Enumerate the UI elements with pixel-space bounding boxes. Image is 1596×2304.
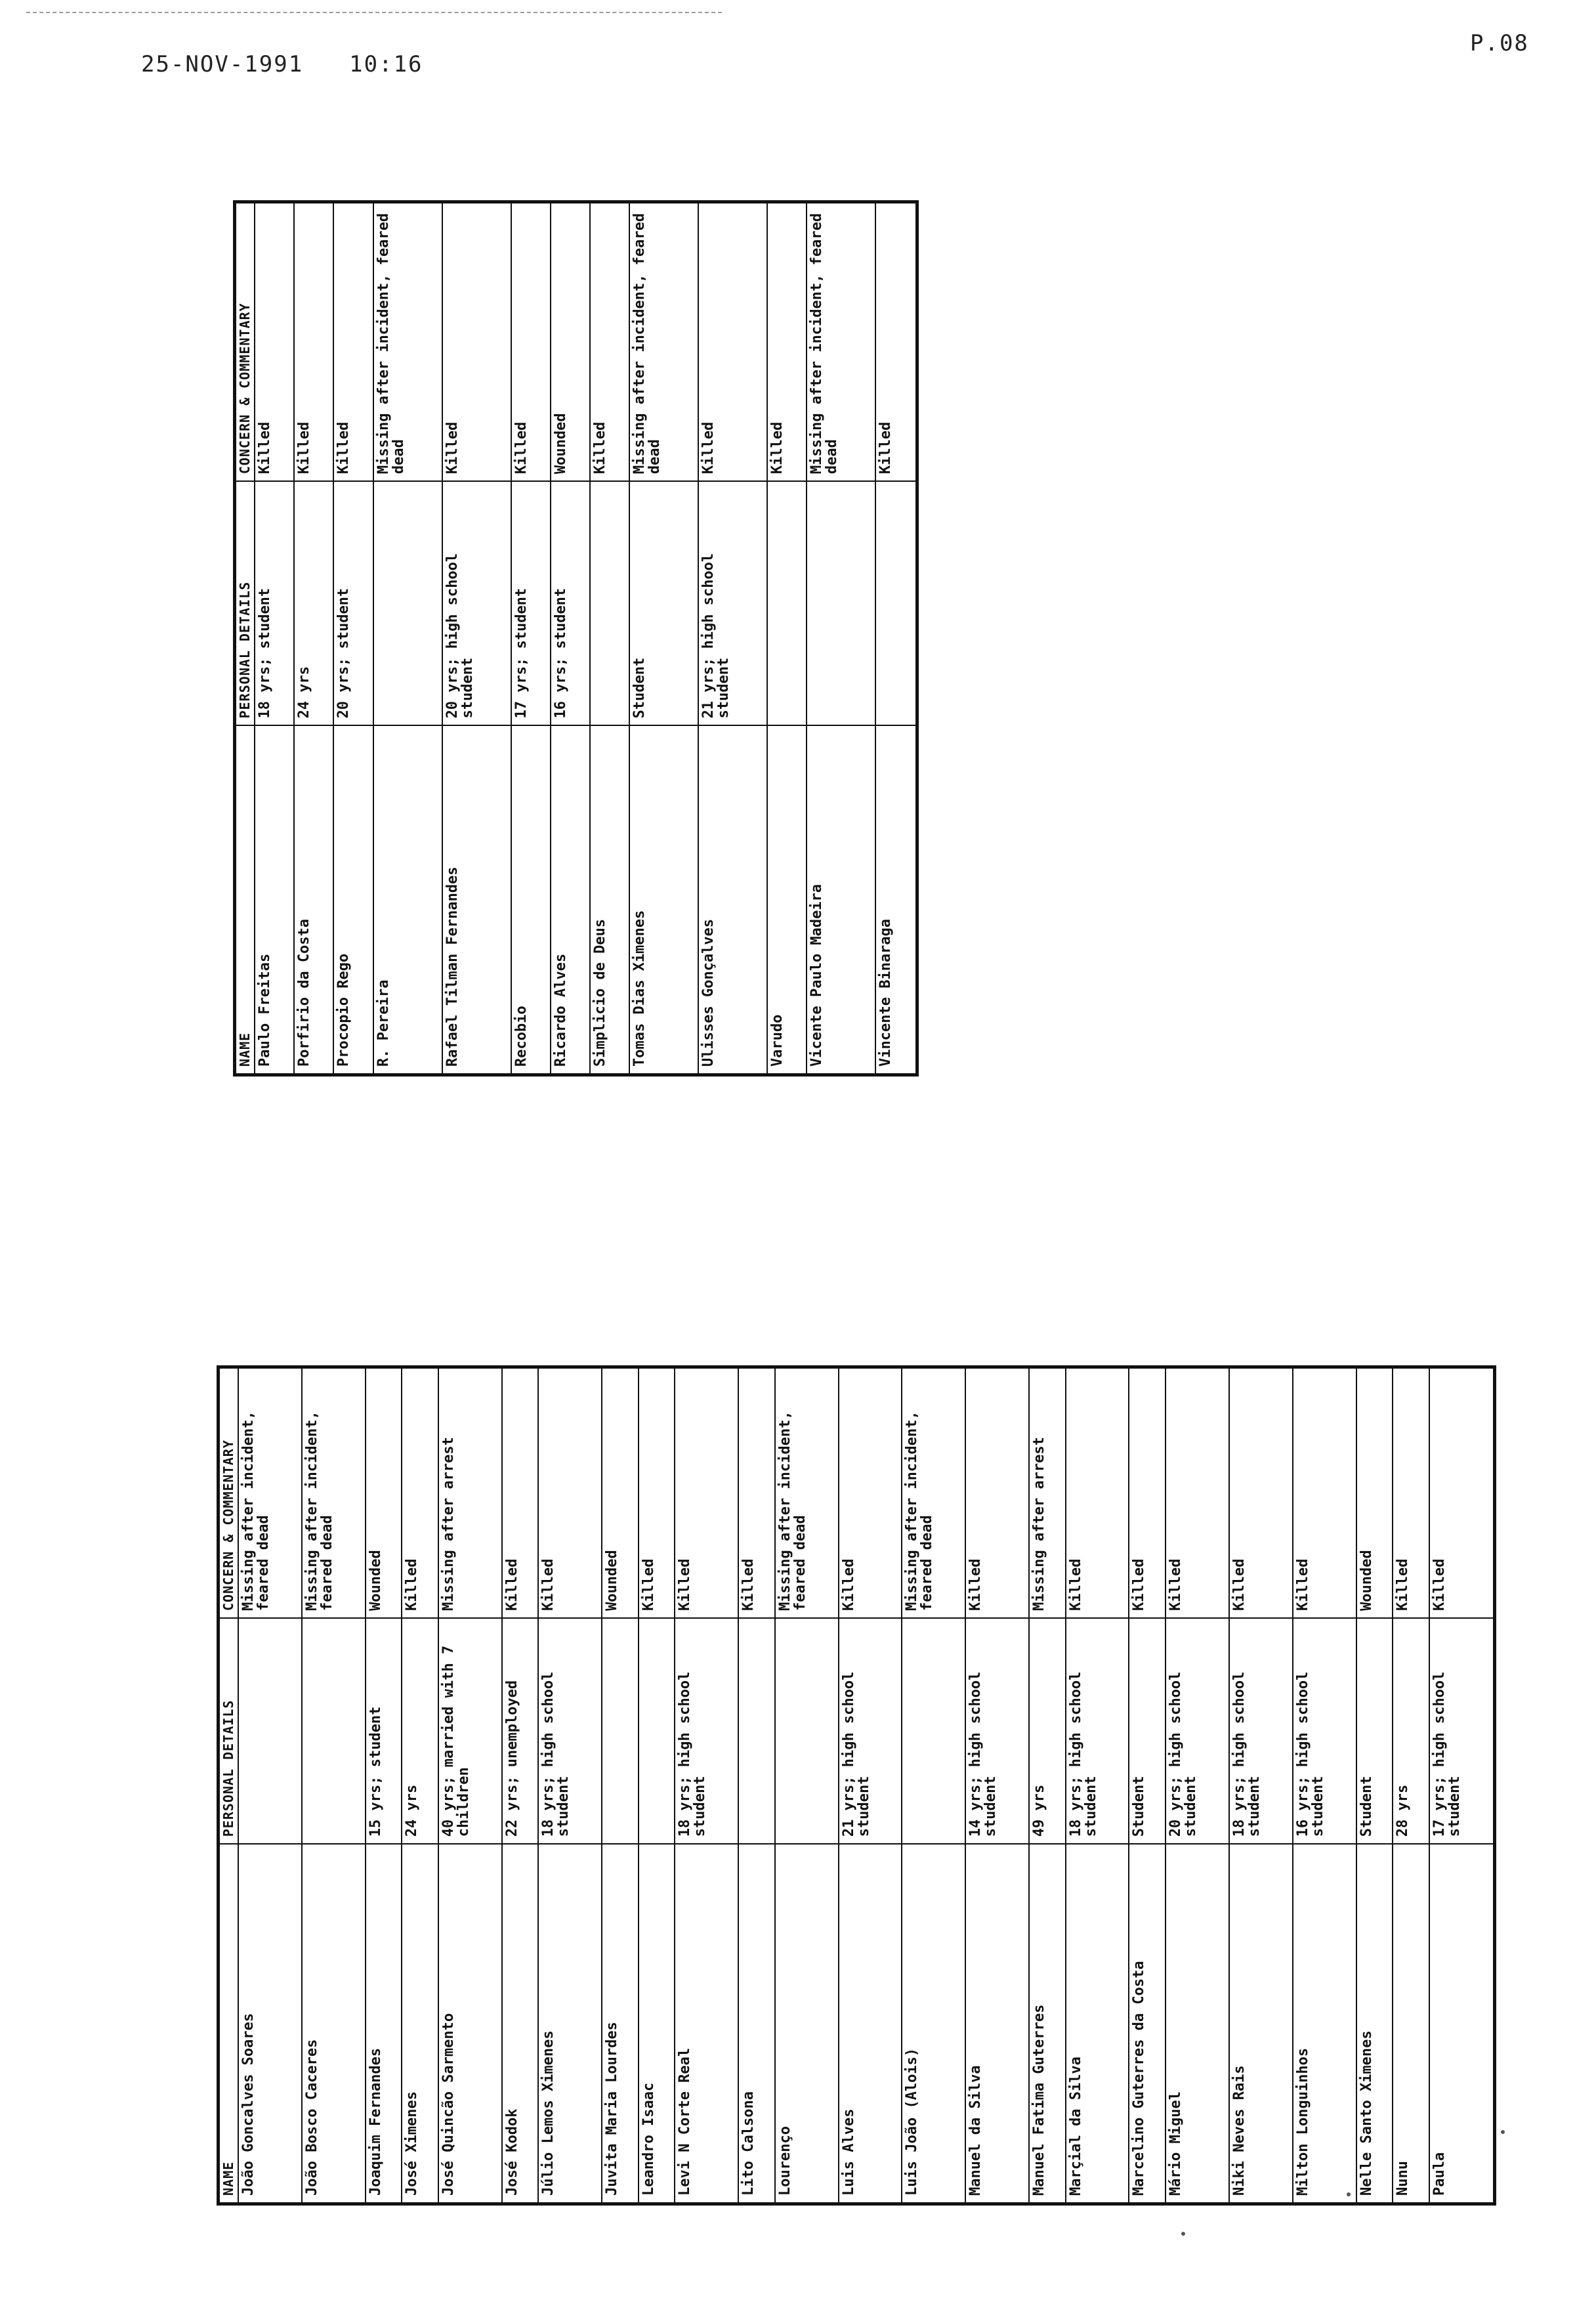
cell-personal-details: 22 yrs; unemployed xyxy=(502,1618,539,1844)
cell-concern: Killed xyxy=(502,1367,539,1619)
col-header-concern: CONCERN & COMMENTARY xyxy=(219,1367,239,1619)
cell-concern: Missing after incident, feared dead xyxy=(302,1367,366,1619)
cell-concern: Missing after incident, feared dead xyxy=(373,202,442,482)
table-row xyxy=(294,202,333,1075)
cell-name: Tomas Dias Ximenes xyxy=(629,726,698,1075)
table-row xyxy=(1129,1367,1166,2204)
table-row xyxy=(639,1367,675,2204)
cell-concern: Killed xyxy=(590,202,629,482)
cell-name: Leandro Isaac xyxy=(639,1844,675,2204)
table-row xyxy=(366,1367,402,2204)
scan-speck xyxy=(1347,2192,1351,2196)
cell-name: Joaquim Fernandes xyxy=(366,1844,402,2204)
cell-concern: Killed xyxy=(294,202,333,482)
table-row xyxy=(442,202,511,1075)
cell-concern: Missing after arrest xyxy=(1029,1367,1066,1619)
cell-personal-details: 49 yrs xyxy=(1029,1618,1066,1844)
table-row xyxy=(965,1367,1029,2204)
cell-personal-details xyxy=(238,1618,302,1844)
cell-concern: Killed xyxy=(1066,1367,1129,1619)
cell-personal-details xyxy=(807,481,875,725)
table-row xyxy=(502,1367,539,2204)
cell-personal-details: 18 yrs; student xyxy=(255,481,294,725)
cell-concern: Missing after arrest xyxy=(438,1367,502,1619)
victims-table-top xyxy=(233,200,919,1077)
cell-personal-details xyxy=(902,1618,965,1844)
cell-personal-details: 18 yrs; high school student xyxy=(1066,1618,1129,1844)
cell-personal-details xyxy=(767,481,807,725)
col-header-name: NAME xyxy=(219,1844,239,2204)
cell-personal-details: 16 yrs; student xyxy=(551,481,590,725)
table-row xyxy=(1029,1367,1066,2204)
cell-concern: Killed xyxy=(875,202,917,482)
cell-concern: Killed xyxy=(255,202,294,482)
table-row xyxy=(875,202,917,1075)
cell-concern: Killed xyxy=(1166,1367,1229,1619)
col-header-personal-details: PERSONAL DETAILS xyxy=(235,481,255,725)
cell-concern: Killed xyxy=(511,202,551,482)
cell-personal-details: 15 yrs; student xyxy=(366,1618,402,1844)
fax-dashed-rule xyxy=(26,12,722,13)
cell-personal-details: 16 yrs; high school student xyxy=(1293,1618,1356,1844)
cell-personal-details: Student xyxy=(629,481,698,725)
cell-concern: Wounded xyxy=(602,1367,639,1619)
cell-name: Manuel da Silva xyxy=(965,1844,1029,2204)
page-number: P.08 xyxy=(1470,30,1529,56)
cell-personal-details: 14 yrs; high school student xyxy=(965,1618,1029,1844)
table-row xyxy=(602,1367,639,2204)
table-row xyxy=(538,1367,602,2204)
cell-name: Vicente Paulo Madeira xyxy=(807,726,875,1075)
cell-personal-details xyxy=(373,481,442,725)
cell-personal-details xyxy=(875,481,917,725)
cell-name: Levi N Corte Real xyxy=(675,1844,738,2204)
table-row xyxy=(255,202,294,1075)
cell-personal-details xyxy=(602,1618,639,1844)
col-header-name: NAME xyxy=(235,726,255,1075)
table-row xyxy=(767,202,807,1075)
cell-personal-details: 20 yrs; student xyxy=(333,481,373,725)
cell-name: Porfirio da Costa xyxy=(294,726,333,1075)
cell-concern: Killed xyxy=(738,1367,775,1619)
table-row xyxy=(839,1367,902,2204)
cell-concern: Killed xyxy=(1429,1367,1495,1619)
cell-name: Varudo xyxy=(767,726,807,1075)
cell-personal-details: 24 yrs xyxy=(294,481,333,725)
cell-concern: Killed xyxy=(698,202,767,482)
cell-name: Paula xyxy=(1429,1844,1495,2204)
table-row xyxy=(1356,1367,1393,2204)
cell-concern: Killed xyxy=(965,1367,1029,1619)
scan-speck xyxy=(1181,2232,1185,2236)
cell-concern: Killed xyxy=(1293,1367,1356,1619)
table-row xyxy=(629,202,698,1075)
table-row xyxy=(1293,1367,1356,2204)
cell-concern: Missing after incident, feared dead xyxy=(238,1367,302,1619)
cell-personal-details: 40 yrs; married with 7 children xyxy=(438,1618,502,1844)
table-row xyxy=(238,1367,302,2204)
cell-concern: Killed xyxy=(538,1367,602,1619)
table-row xyxy=(1066,1367,1129,2204)
cell-personal-details: 21 yrs; high school student xyxy=(839,1618,902,1844)
fax-time: 10:16 xyxy=(349,51,423,77)
cell-name: Milton Longuinhos xyxy=(1293,1844,1356,2204)
cell-personal-details: 20 yrs; high school student xyxy=(1166,1618,1229,1844)
cell-personal-details xyxy=(775,1618,839,1844)
cell-name: Vincente Binaraga xyxy=(875,726,917,1075)
cell-personal-details: Student xyxy=(1356,1618,1393,1844)
cell-personal-details: 28 yrs xyxy=(1393,1618,1429,1844)
cell-name: Júlio Lemos Ximenes xyxy=(538,1844,602,2204)
table-row xyxy=(775,1367,839,2204)
cell-personal-details xyxy=(590,481,629,725)
table-row xyxy=(1393,1367,1429,2204)
cell-name: José Kodok xyxy=(502,1844,539,2204)
table-row xyxy=(675,1367,738,2204)
cell-name: Niki Neves Rais xyxy=(1229,1844,1293,2204)
cell-concern: Killed xyxy=(839,1367,902,1619)
cell-concern: Missing after incident, feared dead xyxy=(902,1367,965,1619)
table-row xyxy=(551,202,590,1075)
cell-name: Mário Miguel xyxy=(1166,1844,1229,2204)
cell-concern: Missing after incident, feared dead xyxy=(775,1367,839,1619)
cell-concern: Wounded xyxy=(551,202,590,482)
cell-name: José Quincão Sarmento xyxy=(438,1844,502,2204)
cell-concern: Killed xyxy=(333,202,373,482)
cell-concern: Missing after incident, feared dead xyxy=(629,202,698,482)
cell-name: João Bosco Caceres xyxy=(302,1844,366,2204)
cell-concern: Killed xyxy=(675,1367,738,1619)
cell-concern: Killed xyxy=(1393,1367,1429,1619)
cell-personal-details: 18 yrs; high school student xyxy=(538,1618,602,1844)
cell-personal-details: Student xyxy=(1129,1618,1166,1844)
cell-personal-details: 18 yrs; high school student xyxy=(675,1618,738,1844)
table-row xyxy=(1229,1367,1293,2204)
scan-speck xyxy=(1501,2130,1505,2134)
table-row xyxy=(807,202,875,1075)
cell-concern: Wounded xyxy=(366,1367,402,1619)
cell-personal-details xyxy=(302,1618,366,1844)
cell-name: Nunu xyxy=(1393,1844,1429,2204)
cell-name: Nelle Santo Ximenes xyxy=(1356,1844,1393,2204)
table-row xyxy=(902,1367,965,2204)
cell-name: Luis João (Alois) xyxy=(902,1844,965,2204)
cell-name: Lourenço xyxy=(775,1844,839,2204)
cell-concern: Killed xyxy=(767,202,807,482)
table-row xyxy=(590,202,629,1075)
cell-name: Procopio Rego xyxy=(333,726,373,1075)
cell-name: João Goncalves Soares xyxy=(238,1844,302,2204)
cell-name: Rafael Tilman Fernandes xyxy=(442,726,511,1075)
cell-name: Juvita Maria Lourdes xyxy=(602,1844,639,2204)
cell-name: Marcelino Guterres da Costa xyxy=(1129,1844,1166,2204)
table-row xyxy=(402,1367,438,2204)
cell-name: Ulisses Gonçalves xyxy=(698,726,767,1075)
table-row xyxy=(1166,1367,1229,2204)
cell-name: Marçial da Silva xyxy=(1066,1844,1129,2204)
cell-personal-details: 17 yrs; high school student xyxy=(1429,1618,1495,1844)
cell-personal-details: 18 yrs; high school student xyxy=(1229,1618,1293,1844)
cell-concern: Missing after incident, feared dead xyxy=(807,202,875,482)
table-row xyxy=(511,202,551,1075)
table-row xyxy=(738,1367,775,2204)
col-header-personal-details: PERSONAL DETAILS xyxy=(219,1618,239,1844)
cell-personal-details xyxy=(738,1618,775,1844)
cell-name: Recobio xyxy=(511,726,551,1075)
cell-name: R. Pereira xyxy=(373,726,442,1075)
cell-name: Manuel Fatima Guterres xyxy=(1029,1844,1066,2204)
table-row xyxy=(373,202,442,1075)
cell-name: Luis Alves xyxy=(839,1844,902,2204)
cell-name: José Ximenes xyxy=(402,1844,438,2204)
table-row xyxy=(1429,1367,1495,2204)
cell-concern: Killed xyxy=(1229,1367,1293,1619)
cell-concern: Wounded xyxy=(1356,1367,1393,1619)
fax-date: 25-NOV-1991 xyxy=(141,51,304,77)
cell-personal-details: 17 yrs; student xyxy=(511,481,551,725)
cell-personal-details: 24 yrs xyxy=(402,1618,438,1844)
cell-concern: Killed xyxy=(1129,1367,1166,1619)
cell-name: Lito Calsona xyxy=(738,1844,775,2204)
cell-name: Simplicio de Deus xyxy=(590,726,629,1075)
cell-name: Paulo Freitas xyxy=(255,726,294,1075)
cell-concern: Killed xyxy=(402,1367,438,1619)
table-row xyxy=(302,1367,366,2204)
cell-personal-details xyxy=(639,1618,675,1844)
cell-personal-details: 20 yrs; high school student xyxy=(442,481,511,725)
table-row xyxy=(438,1367,502,2204)
table-row xyxy=(333,202,373,1075)
fax-header xyxy=(141,51,423,77)
cell-concern: Killed xyxy=(442,202,511,482)
table-row xyxy=(698,202,767,1075)
cell-concern: Killed xyxy=(639,1367,675,1619)
cell-name: Ricardo Alves xyxy=(551,726,590,1075)
victims-table-bottom xyxy=(217,1365,1496,2206)
col-header-concern: CONCERN & COMMENTARY xyxy=(235,202,255,482)
cell-personal-details: 21 yrs; high school student xyxy=(698,481,767,725)
